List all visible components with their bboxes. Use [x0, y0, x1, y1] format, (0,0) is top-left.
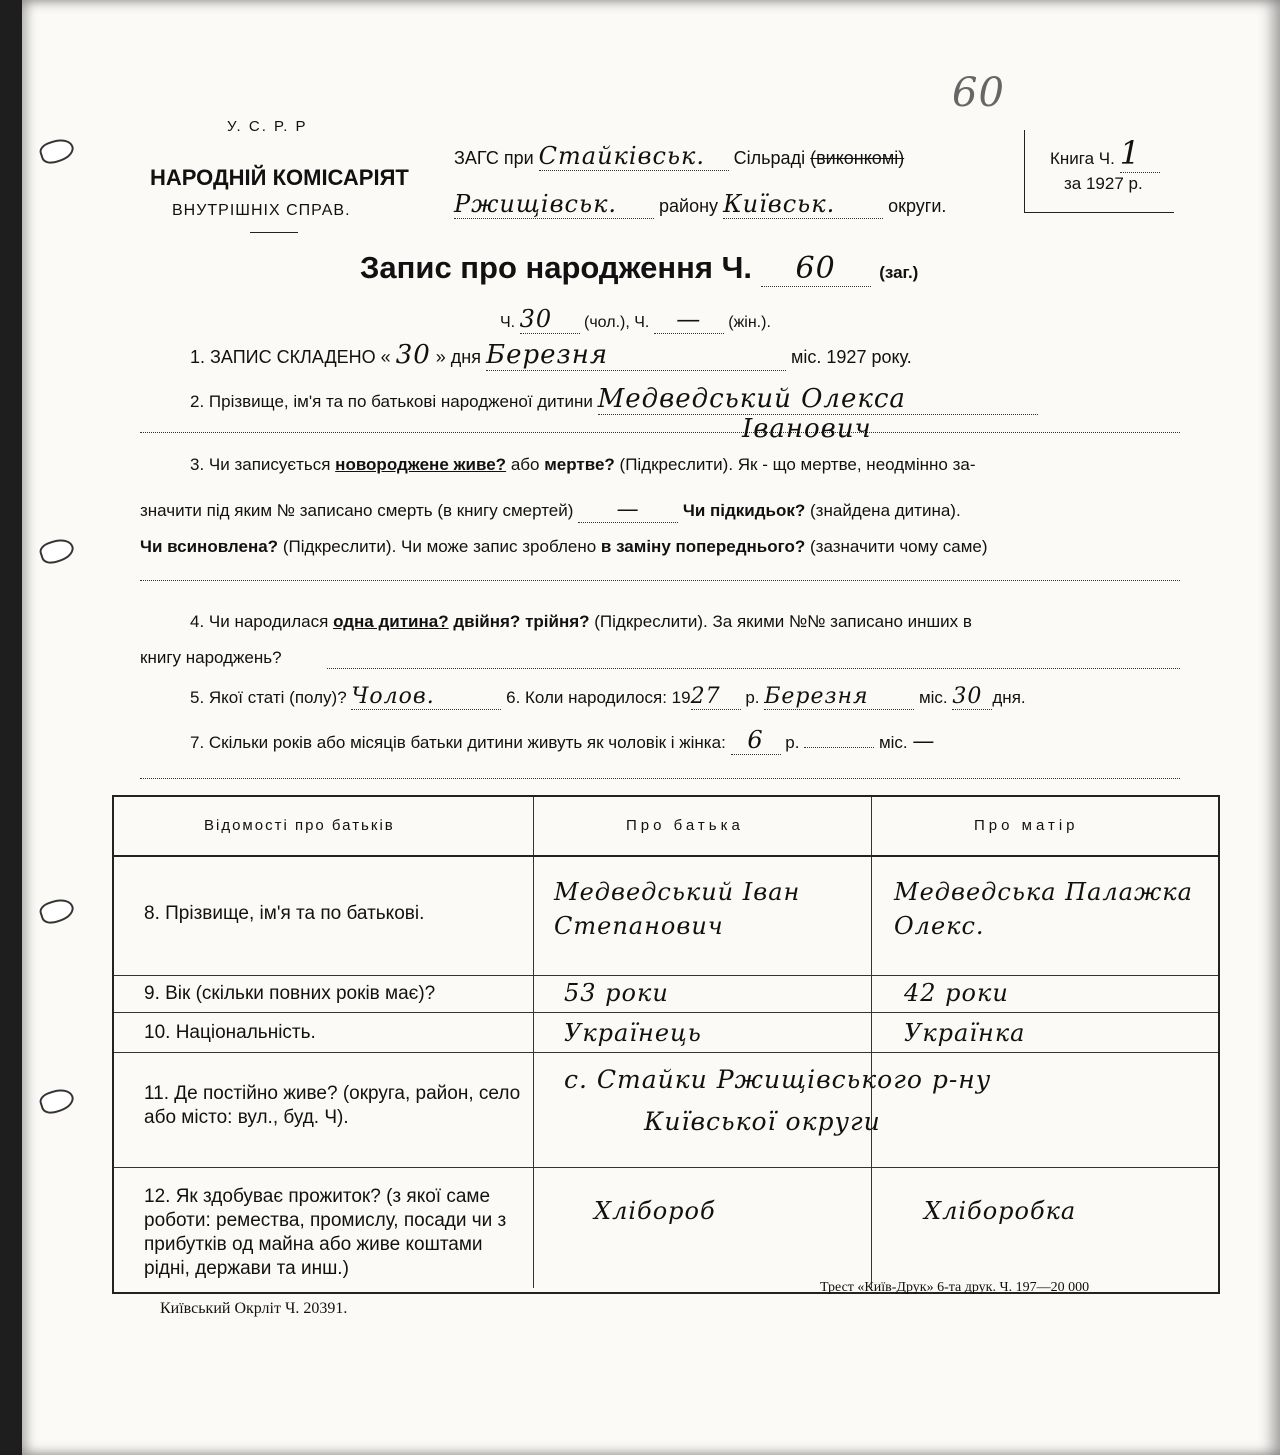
zags-executive: (виконкомі): [810, 148, 905, 168]
field-3-text: (Підкреслити). Як - що мертве, неодмінно за-: [619, 455, 976, 474]
row-8-father-value: Медведський Іван Степанович: [554, 878, 801, 940]
field-3-adopted: Чи всиновлена?: [140, 537, 279, 556]
book-box-border: [1024, 212, 1174, 213]
record-number-value: 60: [761, 251, 871, 287]
row-12-label: 12. Як здобуває прожиток? (з якої саме роботи: ремества, промислу, посади чи з прибутків од майна або живе коштами рідні, держави та инш.): [144, 1186, 507, 1279]
record-gender-counts: [500, 305, 771, 334]
book-binding: [0, 0, 24, 1455]
field-3-line-2: [140, 497, 961, 523]
row-9-label: 9. Вік (скільки повних років має)?: [144, 983, 436, 1004]
field-1-month-value: Березня: [486, 340, 786, 371]
field-4-one: одна дитина?: [333, 612, 449, 631]
field-6-dnya: дня.: [992, 688, 1026, 707]
book-label: Книга Ч.: [1050, 149, 1115, 168]
okrug-label: округи.: [888, 196, 947, 216]
field-4-text: 4. Чи народилася: [190, 612, 329, 631]
row-10-label: 10. Національність.: [144, 1022, 316, 1043]
row-10-mother-value: Українка: [904, 1019, 1026, 1047]
field-5-label: 5. Якої статі (полу)?: [190, 688, 347, 707]
field-5-value: Чолов.: [351, 684, 501, 710]
book-year: за 1927 р.: [1064, 174, 1143, 193]
book-box-border: [1024, 130, 1025, 212]
field-4-triplets: трійня?: [525, 612, 590, 631]
field-3-dead: мертве?: [544, 455, 615, 474]
book-number-value: 1: [1120, 134, 1160, 173]
zags-line: [454, 142, 904, 171]
ussr-header: У. С. Р. Р: [227, 118, 308, 135]
zags-prefix: ЗАГС при: [454, 148, 534, 168]
district-label: району: [659, 196, 719, 216]
binding-hole: [37, 895, 76, 926]
parents-table: [112, 795, 1220, 1294]
fill-line: [140, 432, 1180, 433]
footer-left: Київський Окрліт Ч. 20391.: [160, 1300, 348, 1317]
binding-hole: [37, 135, 76, 166]
field-3-text: значити під яким № записано смерть (в книгу смертей): [140, 501, 574, 520]
field-6-label: 6. Коли народилося: 19: [506, 688, 691, 707]
table-header-mother: Про матір: [974, 817, 1079, 834]
document-page: [22, 0, 1280, 1455]
female-number-value: —: [654, 305, 724, 334]
table-header-father: Про батька: [626, 817, 744, 834]
row-8-label: 8. Прізвище, ім'я та по батькові.: [144, 903, 425, 924]
divider: [250, 232, 298, 233]
internal-affairs-header: ВНУТРІШНІХ СПРАВ.: [172, 202, 351, 219]
table-row-divider: [114, 975, 1218, 976]
fill-line: [140, 778, 1180, 779]
field-7-r: р.: [785, 733, 800, 752]
field-2-label: 2. Прізвище, ім'я та по батькові народженої дитини: [190, 392, 593, 411]
field-7-line: [190, 726, 935, 755]
zags-village-value: Стайківськ.: [539, 142, 729, 171]
row-8-mother-value: Медведська Палажка Олекс.: [894, 878, 1193, 940]
field-3-line-3: [140, 537, 988, 557]
row-9-mother-value: 42 роки: [904, 979, 1009, 1007]
field-7-months-value: —: [912, 729, 936, 754]
field-6-mis: міс.: [918, 688, 948, 707]
record-zag: (заг.): [879, 263, 919, 282]
field-4-line-2: [140, 648, 282, 668]
female-label: (жін.).: [728, 314, 771, 331]
field-4-twins: двійня?: [453, 612, 521, 631]
field-3-or: або: [510, 455, 540, 474]
commissariat-header: НАРОДНІЙ КОМІСАРІЯТ: [150, 165, 409, 190]
field-2-value-1: Медведський Олекса: [598, 384, 1038, 415]
record-title-text: Запис про народження Ч.: [360, 250, 752, 285]
field-6-day-value: 30: [952, 684, 992, 710]
field-2-value-2: Іванович: [742, 414, 872, 444]
district-value: Ржищівськ.: [454, 190, 654, 219]
field-6-month-value: Березня: [764, 684, 914, 710]
field-4-text: книгу народжень?: [140, 648, 282, 667]
row-12-father-value: Хлібороб: [594, 1197, 716, 1225]
field-1-end: міс. 1927 року.: [791, 347, 912, 367]
field-7-years-value: 6: [731, 726, 781, 755]
footer-right: Трест «Київ-Друк» 6-та друк. Ч. 197—20 000: [820, 1280, 1090, 1295]
record-title: [360, 250, 918, 287]
field-3-text: (знайдена дитина).: [810, 501, 961, 520]
field-4-text: (Підкреслити). За якими №№ записано инших в: [594, 612, 972, 631]
field-7-label: 7. Скільки років або місяців батьки дитини живуть як чоловік і жінка:: [190, 733, 726, 752]
row-11-value-2: Київської округи: [644, 1107, 881, 1136]
table-row-divider: [114, 1012, 1218, 1013]
binding-hole: [37, 1085, 76, 1116]
row-11-value-1: с. Стайки Ржищівського р-ну: [564, 1065, 992, 1094]
table-header-info: Відомості про батьків: [204, 817, 395, 834]
row-9-father-value: 53 роки: [564, 979, 669, 1007]
binding-hole: [37, 535, 76, 566]
table-header-divider: [114, 855, 1218, 857]
row-10-father-value: Українець: [564, 1019, 702, 1047]
table-row-divider: [114, 1167, 1218, 1168]
row-11-label: 11. Де постійно живе? (округа, район, село або місто: вул., буд. Ч).: [144, 1083, 521, 1128]
field-1-label: 1. ЗАПИС СКЛАДЕНО «: [190, 347, 391, 367]
field-2-line: [190, 384, 1038, 415]
field-7-mis: міс.: [878, 733, 908, 752]
field-1-mid: » дня: [435, 347, 481, 367]
field-6-r: р.: [745, 688, 760, 707]
male-number-value: 30: [520, 305, 580, 334]
field-3-text: (Підкреслити). Чи може запис зроблено: [282, 537, 597, 556]
fill-line: [327, 668, 1180, 669]
okrug-value: Київськ.: [723, 190, 883, 219]
field-5-6-line: [190, 684, 1026, 710]
field-6-year-value: 27: [691, 684, 741, 710]
table-column-divider: [533, 797, 534, 1288]
district-line: [454, 190, 946, 219]
table-row-divider: [114, 1052, 1218, 1053]
ch-label: Ч.: [500, 314, 516, 331]
page-number-mark: 60: [952, 70, 1005, 116]
row-12-mother-value: Хліборобка: [924, 1197, 1077, 1225]
field-4-line-1: [190, 612, 972, 632]
field-3-replace: в заміну попереднього?: [600, 537, 806, 556]
field-3-alive: новороджене живе?: [335, 455, 507, 474]
table-column-divider: [871, 797, 872, 1288]
field-3-text: 3. Чи записується: [190, 455, 331, 474]
field-3-foundling: Чи підкидьок?: [682, 501, 806, 520]
field-3-text: (зазначити чому саме): [809, 537, 988, 556]
book-line: [1050, 134, 1160, 173]
field-1-line: [190, 340, 912, 371]
fill-line: [140, 580, 1180, 581]
field-3-line-1: [190, 455, 975, 475]
male-label: (чол.), Ч.: [584, 314, 650, 331]
zags-suffix: Сільраді: [733, 148, 806, 168]
field-3-death-number-value: —: [578, 497, 678, 523]
field-1-day-value: 30: [395, 340, 431, 370]
